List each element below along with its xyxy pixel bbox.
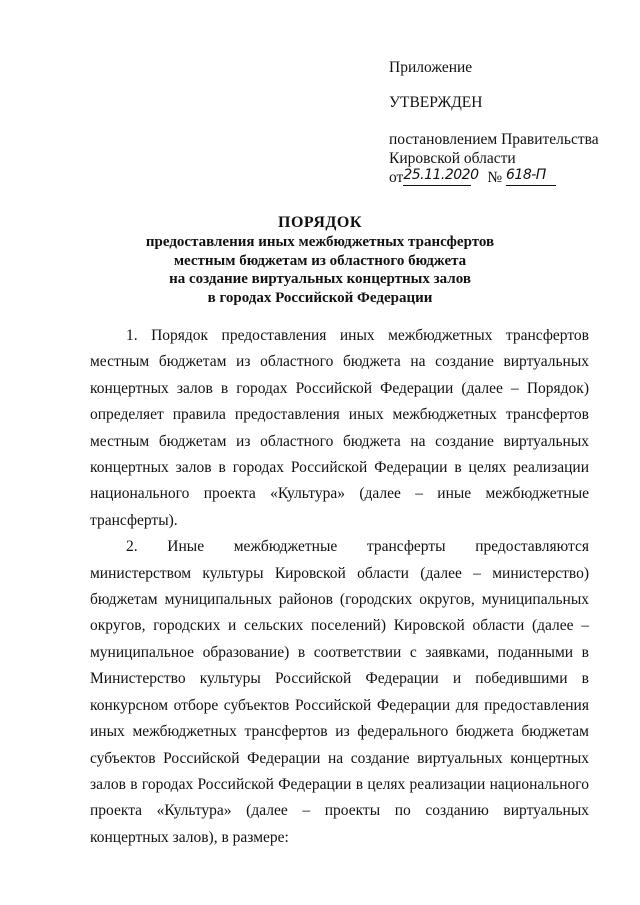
heading-line-3: на создание виртуальных концертных залов xyxy=(169,271,471,287)
heading-line-4: в городах Российской Федерации xyxy=(207,289,433,306)
date-number-line xyxy=(389,168,624,189)
document-title: ПОРЯДОК xyxy=(278,214,362,231)
paragraph-2: 2. Иные межбюджетные трансферты предоставляются министерством культуры Кировской области (далее – министерство) бюджетам муниципальных районов (городских округов, муниципальных округов, городских и сельских поселений) Кировской области (далее – муниципальное образование) в соответствии с заявками, поданными в Министерство культуры Российской Федерации и победившими в конкурсном отборе субъектов Российской Федерации для предоставления иных межбюджетных трансфертов из федерального бюджета бюджетам субъектов Российской Федерации на создание виртуальных концертных залов в городах Российской Федерации в целях реализации национального проекта «Культура» (далее – проекты по созданию виртуальных концертных залов), в размере: xyxy=(90,538,589,846)
document-body xyxy=(90,323,589,851)
handwritten-number: 618-П xyxy=(506,166,556,186)
handwritten-date: 25.11.2020 xyxy=(403,166,471,186)
approval-block xyxy=(389,58,624,189)
decree-line-1: постановлением Правительства xyxy=(389,131,599,148)
approved-label: УТВЕРЖДЕН xyxy=(389,94,483,111)
decree-line-2: Кировской области xyxy=(389,150,516,167)
number-prefix: № xyxy=(487,169,503,186)
heading-line-2: местным бюджетам из областного бюджета xyxy=(173,252,467,269)
paragraph-1: 1. Порядок предоставления иных межбюджетных трансфертов местным бюджетам из областного бюджета на создание виртуальных концертных залов в городах Российской Федерации (далее – Порядок) определяет правила предоставления иных межбюджетных трансфертов местным бюджетам из областного бюджета на создание виртуальных концертных залов в городах Российской Федерации в целях реализации национального проекта «Культура» (далее – иные межбюджетные трансферты). xyxy=(90,327,589,529)
date-prefix: от xyxy=(389,169,404,186)
appendix-label: Приложение xyxy=(389,59,473,76)
document-heading xyxy=(60,213,580,307)
heading-line-1: предоставления иных межбюджетных трансфертов xyxy=(145,234,495,250)
